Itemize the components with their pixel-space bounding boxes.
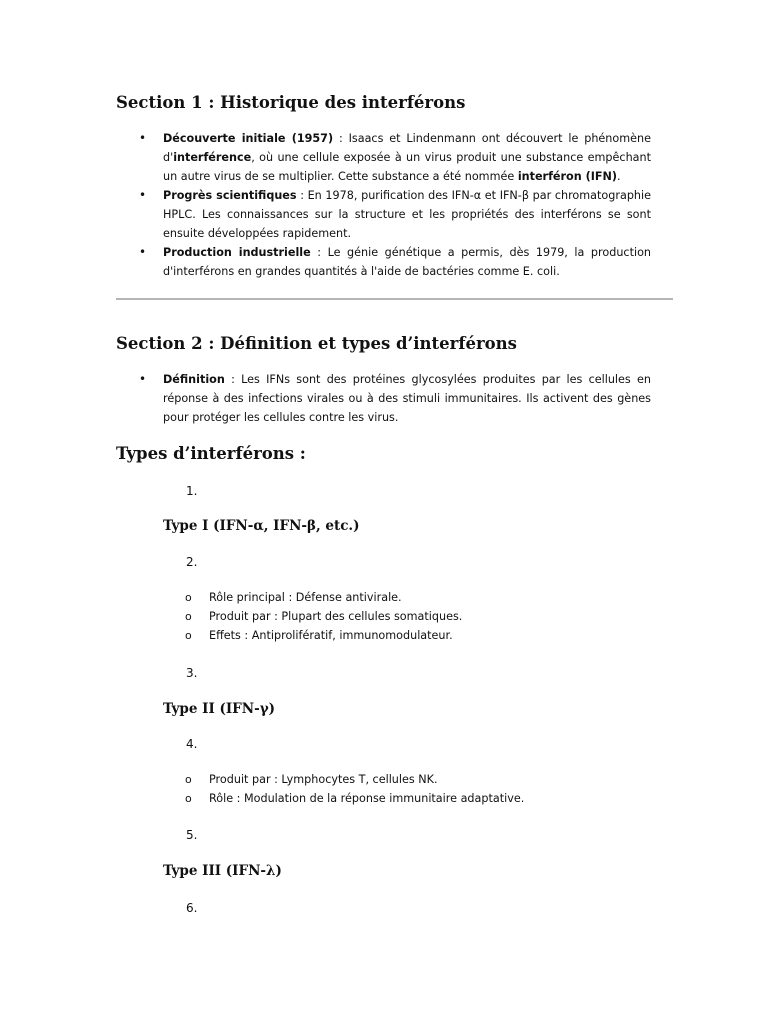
item-bold: interférence xyxy=(173,151,252,164)
section-divider xyxy=(116,298,673,300)
item-label: Progrès scientifiques xyxy=(163,189,297,202)
list-item: o Rôle principal : Défense antivirale. xyxy=(209,588,649,607)
item-label: Découverte initiale (1957) xyxy=(163,132,334,145)
type1-title: Type I (IFN-α, IFN-β, etc.) xyxy=(163,518,360,534)
list-item xyxy=(163,186,651,243)
list-item: o Produit par : Plupart des cellules somatiques. xyxy=(209,607,649,626)
list-item xyxy=(163,243,651,281)
type3-title: Type III (IFN-λ) xyxy=(163,863,282,879)
list-number: 4. xyxy=(186,737,198,751)
types-heading: Types d’interférons : xyxy=(116,444,306,463)
item-bold: interféron (IFN) xyxy=(517,170,617,183)
item-text: : En 1978, purification des IFN-α et IFN-β par chromatographie HPLC. Les connaissances sur la structure et les propriétés des interférons se sont ensuite développées rapidement. xyxy=(163,189,651,240)
item-text: : Le génie génétique a permis, dès 1979, la production d'interférons en grandes quantités à l'aide de bactéries comme E. coli. xyxy=(163,246,652,278)
type2-list xyxy=(209,770,649,808)
list-item: o Effets : Antiprolifératif, immunomodulateur. xyxy=(209,626,649,645)
item-label: Production industrielle xyxy=(163,246,311,259)
item-text: : Isaacs et Lindenmann ont découvert le phénomène d' xyxy=(163,132,652,164)
item-text: . xyxy=(616,170,621,183)
definition-list xyxy=(163,370,651,427)
type1-list xyxy=(209,588,649,645)
item-label: Définition xyxy=(163,373,225,386)
section1-title: Section 1 : Historique des interférons xyxy=(116,93,466,112)
section2-title: Section 2 : Définition et types d’interférons xyxy=(116,334,517,353)
item-text: : Les IFNs sont des protéines glycosylées produites par les cellules en réponse à des infections virales ou à des stimuli immunitaires. Ils activent des gènes pour protéger les cellules contre les virus. xyxy=(163,373,651,424)
section1-list xyxy=(163,129,651,281)
list-item xyxy=(163,129,651,186)
list-number: 5. xyxy=(186,828,198,842)
list-number: 2. xyxy=(186,555,198,569)
list-number: 1. xyxy=(186,484,198,498)
list-item: o Produit par : Lymphocytes T, cellules NK. xyxy=(209,770,649,789)
list-item xyxy=(163,370,651,427)
item-text: , où une cellule exposée à un virus produit une substance empêchant un autre virus de se multiplier. Cette substance a été nommée xyxy=(163,151,651,183)
list-number: 6. xyxy=(186,901,198,915)
list-number: 3. xyxy=(186,666,198,680)
type2-title: Type II (IFN-γ) xyxy=(163,701,275,717)
list-item: o Rôle : Modulation de la réponse immunitaire adaptative. xyxy=(209,789,649,808)
